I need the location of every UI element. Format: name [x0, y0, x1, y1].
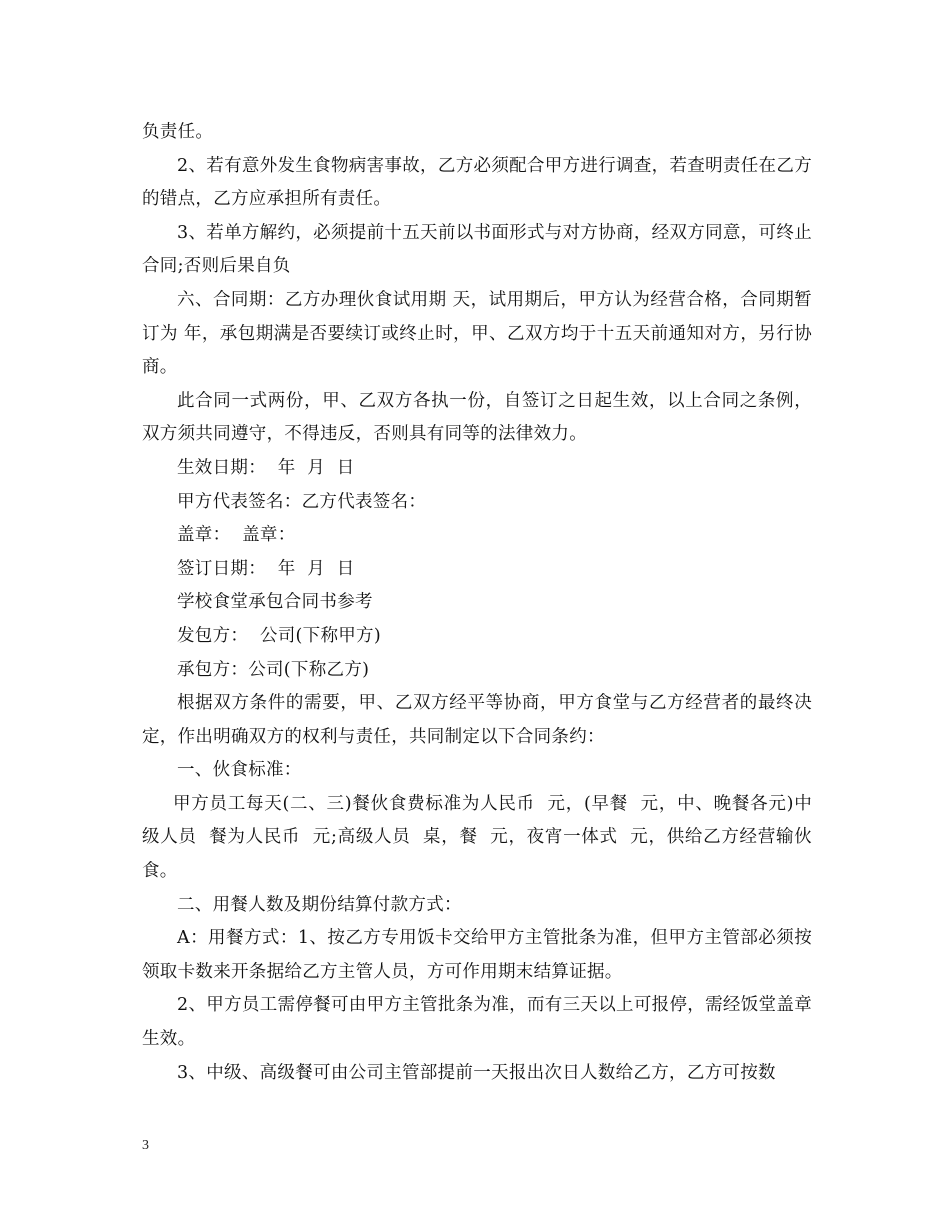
- meal-standard-paragraph: 甲方员工每天(二、三)餐伙食费标准为人民币 元，(早餐 元，中、晚餐各元)中级人员 餐为人民币 元;高级人员 桌，餐 元，夜宵一体式 元，供给乙方经营输伙食。: [142, 793, 812, 882]
- party-b-line: 承包方：公司(下称乙方): [177, 659, 370, 680]
- clause-meal-method: A：用餐方式：1、按乙方专用饭卡交给甲方主管批条为准，但甲方主管部必须按领取卡数来开条据给乙方主管人员，方可作用期末结算证据。: [142, 928, 812, 982]
- document-body: [142, 116, 812, 1090]
- page-number: 3: [142, 1138, 149, 1153]
- paragraph-continuation: 负责任。: [142, 122, 214, 142]
- document-heading: 学校食堂承包合同书参考: [177, 592, 373, 613]
- preamble-paragraph: 根据双方条件的需要，甲、乙双方经平等协商，甲方食堂与乙方经营者的最终决定，作出明确双方的权利与责任，共同制定以下合同条约：: [142, 693, 812, 747]
- section-settlement: 二、用餐人数及期份结算付款方式：: [177, 894, 462, 915]
- seal-line: 盖章： 盖章：: [177, 525, 296, 546]
- signing-date-line: 签订日期： 年 月 日: [177, 558, 355, 579]
- section-contract-period: 六、合同期：乙方办理伙食试用期 天，试用期后，甲方认为经营合格，合同期暂订为 年，承包期满是否要续订或终止时，甲、乙双方均于十五天前通知对方，另行协商。: [142, 289, 812, 378]
- clause-termination: 3、若单方解约，必须提前十五天前以书面形式与对方协商，经双方同意，可终止合同;否则后果自负: [142, 222, 812, 277]
- signature-line: 甲方代表签名：乙方代表签名：: [177, 491, 427, 512]
- clause-accident-liability: 2、若有意外发生食物病害事故，乙方必须配合甲方进行调查，若查明责任在乙方的错点，乙方应承担所有责任。: [142, 155, 812, 210]
- clause-senior-meals: 3、中级、高级餐可由公司主管部提前一天报出次日人数给乙方，乙方可按数: [177, 1062, 776, 1083]
- clause-copies-effect: 此合同一式两份，甲、乙双方各执一份，自签订之日起生效，以上合同之条例，双方须共同遵守，不得违反，否则具有同等的法律效力。: [142, 390, 812, 445]
- section-meal-standard: 一、伙食标准：: [177, 760, 302, 781]
- clause-meal-suspension: 2、甲方员工需停餐可由甲方主管批条为准，而有三天以上可报停，需经饭堂盖章生效。: [142, 995, 812, 1050]
- effective-date-line: 生效日期： 年 月 日: [177, 457, 355, 478]
- party-a-line: 发包方： 公司(下称甲方): [177, 625, 381, 646]
